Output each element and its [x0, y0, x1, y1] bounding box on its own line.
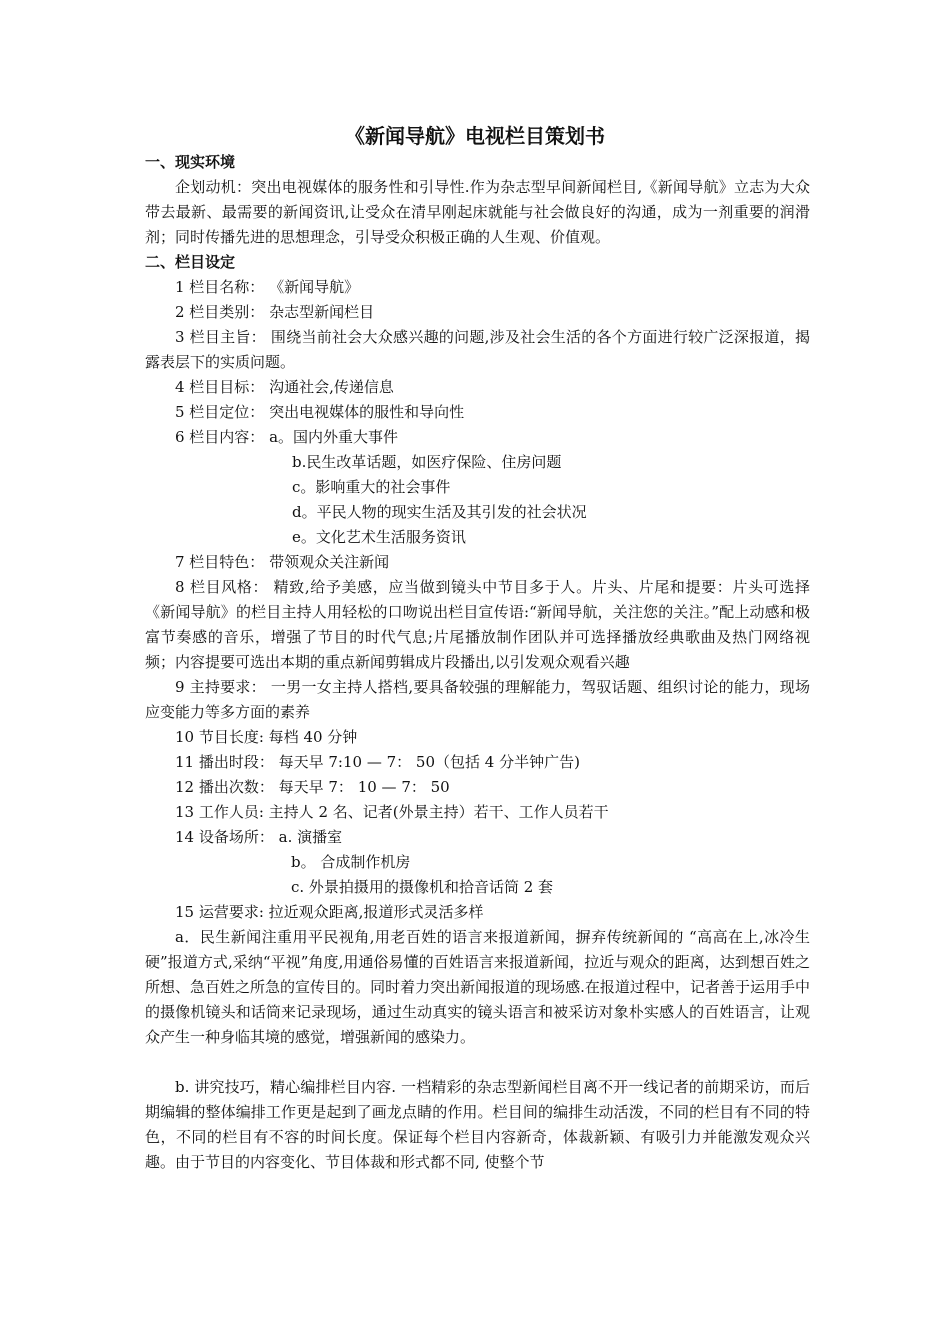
setting-content-item: e。文化艺术生活服务资讯: [292, 528, 466, 546]
setting-equipment-item: b。 合成制作机房: [291, 853, 411, 871]
setting-staff: 13 工作人员: 主持人 2 名、记者(外景主持）若干、工作人员若干: [175, 803, 609, 821]
section-heading-settings: 二、栏目设定: [145, 253, 236, 271]
setting-name: 1 栏目名称： 《新闻导航》: [175, 278, 360, 296]
setting-operation: 15 运营要求: 拉近观众距离,报道形式灵活多样: [175, 903, 484, 921]
paragraph-a: a．民生新闻注重用平民视角,用老百姓的语言来报道新闻，摒弃传统新闻的 “高高在上,冰冷生硬”报道方式,采纳“平视”角度,用通俗易懂的百姓语言来报道新闻，拉近与观众的距离，达到想百姓之所想、急百姓之所急的宣传目的。同时着力突出新闻报道的现场感.在报道过程中，记者善于运用手中的摄像机镜头和话筒来记录现场，通过生动真实的镜头语言和被采访对象朴实感人的百姓语言，让观众产生一种身临其境的感觉，增强新闻的感染力。: [145, 928, 810, 1046]
setting-timeslot: 11 播出时段： 每天早 7:10 — 7： 50（包括 4 分半钟广告): [175, 753, 580, 771]
document-body: [145, 150, 810, 1175]
setting-content: 6 栏目内容： a。国内外重大事件: [175, 428, 399, 446]
blank-line: [145, 1050, 810, 1075]
paragraph-motivation: 企划动机：突出电视媒体的服务性和引导性.作为杂志型早间新闻栏目,《新闻导航》立志为大众带去最新、最需要的新闻资讯,让受众在清早刚起床就能与社会做良好的沟通，成为一剂重要的润滑剂；同时传播先进的思想理念，引导受众积极正确的人生观、价值观。: [145, 178, 810, 246]
setting-content-item: d。平民人物的现实生活及其引发的社会状况: [292, 503, 587, 521]
setting-equipment: 14 设备场所： a. 演播室: [175, 828, 343, 846]
document-title: 《新闻导航》电视栏目策划书: [345, 124, 605, 148]
setting-purpose: 3 栏目主旨： 围绕当前社会大众感兴趣的问题,涉及社会生活的各个方面进行较广泛深报道，揭露表层下的实质问题。: [145, 328, 810, 371]
setting-feature: 7 栏目特色： 带领观众关注新闻: [175, 553, 390, 571]
setting-goal: 4 栏目目标： 沟通社会,传递信息: [175, 378, 394, 396]
section-heading-environment: 一、现实环境: [145, 153, 236, 171]
setting-length: 10 节目长度: 每档 40 分钟: [175, 728, 358, 746]
setting-content-item: b.民生改革话题，如医疗保险、住房问题: [292, 453, 562, 471]
paragraph-b: b. 讲究技巧，精心编排栏目内容. 一档精彩的杂志型新闻栏目离不开一线记者的前期采访，而后期编辑的整体编排工作更是起到了画龙点睛的作用。栏目间的编排生动活泼，不同的栏目有不同的特色，不同的栏目有不容的时间长度。保证每个栏目内容新奇，体裁新颖、有吸引力并能激发观众兴趣。由于节目的内容变化、节目体裁和形式都不同, 使整个节: [145, 1078, 810, 1171]
setting-category: 2 栏目类别： 杂志型新闻栏目: [175, 303, 375, 321]
setting-frequency: 12 播出次数： 每天早 7： 10 — 7： 50: [175, 778, 450, 796]
setting-positioning: 5 栏目定位： 突出电视媒体的服性和导向性: [175, 403, 465, 421]
setting-host: 9 主持要求： 一男一女主持人搭档,要具备较强的理解能力，驾驭话题、组织讨论的能力，现场应变能力等多方面的素养: [145, 678, 810, 721]
setting-style: 8 栏目风格： 精致,给予美感，应当做到镜头中节目多于人。片头、片尾和提要：片头可选择《新闻导航》的栏目主持人用轻松的口吻说出栏目宣传语:“新闻导航，关注您的关注。”配上动感和极富节奏感的音乐，增强了节目的时代气息;片尾播放制作团队并可选择播放经典歌曲及热门网络视频；内容提要可选出本期的重点新闻剪辑成片段播出,以引发观众观看兴趣: [145, 578, 810, 671]
setting-equipment-item: c. 外景拍摄用的摄像机和拾音话筒 2 套: [291, 878, 554, 896]
setting-content-item: c。影响重大的社会事件: [292, 478, 451, 496]
